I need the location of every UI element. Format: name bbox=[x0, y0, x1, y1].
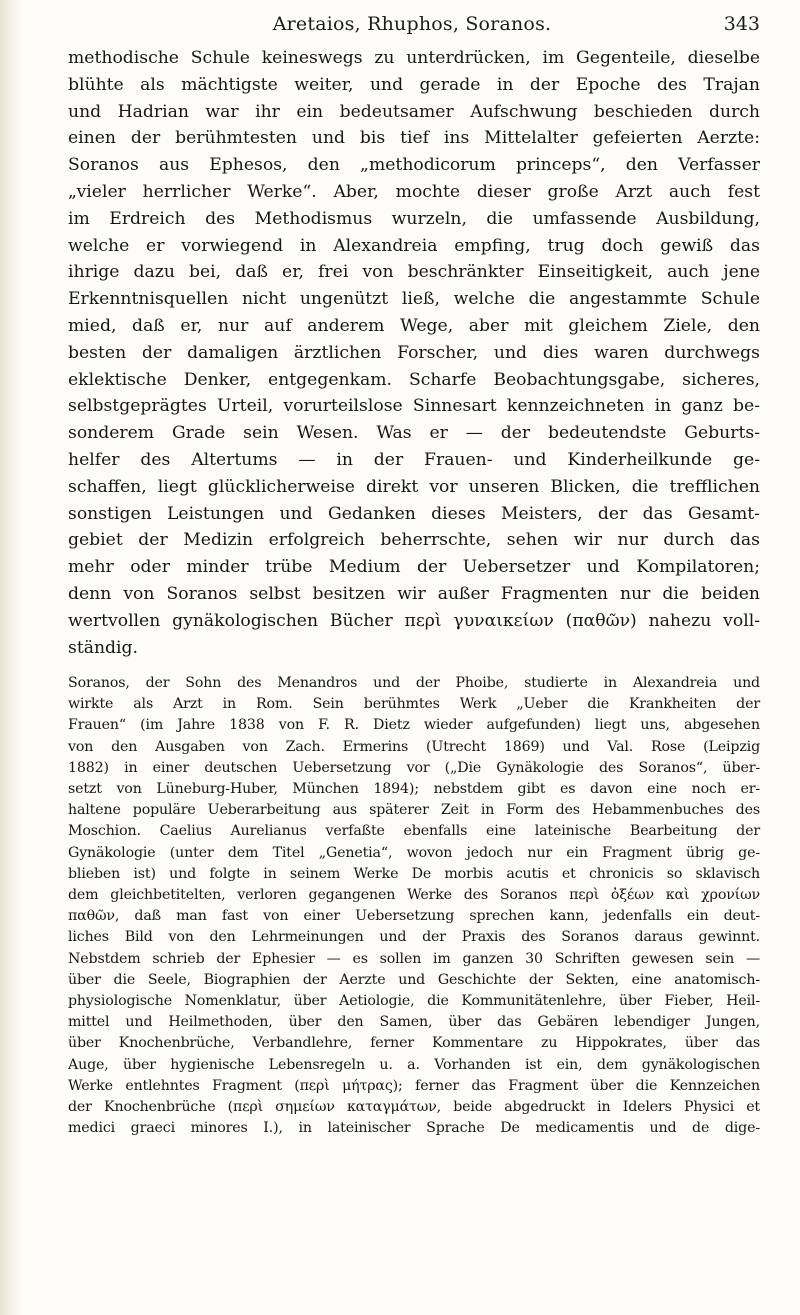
main-text-line: eklektische Denker, entgegenkam. Scharfe Beobachtungsgabe, sicheres, bbox=[68, 369, 760, 390]
main-text-line: schaffen, liegt glücklicherweise direkt vor unseren Blicken, die trefflichen bbox=[68, 476, 760, 497]
main-text-line: selbstgeprägtes Urteil, vorurteilslose Sinnesart kennzeichneten in ganz be- bbox=[68, 396, 760, 417]
main-text-line: im Erdreich des Methodismus wurzeln, die umfassende Ausbildung, bbox=[68, 208, 760, 229]
main-text-line: wertvollen gynäkologischen Bücher περὶ γυναικείων (παθῶν) nahezu voll- bbox=[68, 610, 760, 631]
main-text-line: Erkenntnisquellen nicht ungenützt ließ, welche die angestammte Schule bbox=[68, 289, 760, 310]
main-text-line: ständig. bbox=[68, 637, 139, 658]
main-text-line: sonderem Grade sein Wesen. Was er — der bedeutendste Geburts- bbox=[68, 423, 760, 444]
footnote-paragraph bbox=[68, 673, 760, 1139]
main-text-line: methodische Schule keineswegs zu unterdrücken, im Gegenteile, dieselbe bbox=[68, 48, 760, 68]
footnote-line: wirkte als Arzt in Rom. Sein berühmtes Werk „Ueber die Krankheiten der bbox=[68, 696, 760, 713]
footnote-line: medici graeci minores I.), in lateinischer Sprache De medicamentis und de dige- bbox=[68, 1120, 760, 1137]
footnote-line: über Knochenbrüche, Verbandlehre, ferner Kommentare zu Hippokrates, über das bbox=[68, 1035, 760, 1052]
main-text-line: ihrige dazu bei, daß er, frei von beschränkter Einseitigkeit, auch jene bbox=[68, 262, 760, 283]
main-text-line: mehr oder minder trübe Medium der Uebersetzer und Kompilatoren; bbox=[68, 557, 760, 578]
footnote-line: von den Ausgaben von Zach. Ermerins (Utrecht 1869) und Val. Rose (Leipzig bbox=[68, 738, 760, 755]
main-text-line: Soranos aus Ephesos, den „methodicorum princeps“, den Verfasser bbox=[68, 155, 760, 176]
footnote-line: blieben ist) und folgte in seinem Werke De morbis acutis et chronicis so sklavisch bbox=[68, 865, 760, 882]
footnote-line: mittel und Heilmethoden, über den Samen, über das Gebären lebendiger Jungen, bbox=[68, 1014, 760, 1031]
main-text-line: blühte als mächtigste weiter, und gerade in der Epoche des Trajan bbox=[68, 74, 760, 95]
footnote-line: haltene populäre Ueberarbeitung aus späterer Zeit in Form des Hebammenbuches des bbox=[68, 802, 760, 819]
footnote-line: physiologische Nomenklatur, über Aetiologie, die Kommunitätenlehre, über Fieber, Heil- bbox=[68, 993, 760, 1010]
running-head-title: Aretaios, Rhuphos, Soranos. bbox=[272, 13, 552, 35]
footnote-line: Frauen“ (im Jahre 1838 von F. R. Dietz wieder aufgefunden) liegt uns, abgesehen bbox=[68, 717, 760, 734]
footnote-line: παθῶν, daß man fast von einer Uebersetzung sprechen kann, jedenfalls ein deut- bbox=[68, 908, 760, 925]
footnote-line: Auge, über hygienische Lebensregeln u. a. Vorhanden ist ein, dem gynäkologischen bbox=[68, 1056, 760, 1073]
footnote-line: Moschion. Caelius Aurelianus verfaßte ebenfalls eine lateinische Bearbeitung der bbox=[68, 823, 760, 840]
footnote-line: über die Seele, Biographien der Aerzte und Geschichte der Sekten, eine anatomisch- bbox=[68, 971, 760, 988]
footnote-line: 1882) in einer deutschen Uebersetzung vor („Die Gynäkologie des Soranos“, über- bbox=[68, 759, 760, 776]
footnote-line: Soranos, der Sohn des Menandros und der Phoibe, studierte in Alexandreia und bbox=[68, 675, 760, 691]
main-text-line: besten der damaligen ärztlichen Forscher, und dies waren durchwegs bbox=[68, 342, 760, 363]
main-text-line: denn von Soranos selbst besitzen wir außer Fragmenten nur die beiden bbox=[68, 583, 760, 604]
main-text-line: „vieler herrlicher Werke“. Aber, mochte dieser große Arzt auch fest bbox=[68, 181, 760, 202]
footnote-line: liches Bild von den Lehrmeinungen und der Praxis des Soranos daraus gewinnt. bbox=[68, 929, 760, 946]
footnote-line: Gynäkologie (unter dem Titel „Genetia“, wovon jedoch nur ein Fragment übrig ge- bbox=[68, 844, 760, 861]
running-head bbox=[64, 8, 760, 40]
main-text-paragraph bbox=[68, 45, 760, 661]
main-text-line: welche er vorwiegend in Alexandreia empfing, trug doch gewiß das bbox=[68, 235, 760, 256]
main-text-line: helfer des Altertums — in der Frauen- und Kinderheilkunde ge- bbox=[68, 449, 760, 470]
main-text-line: gebiet der Medizin erfolgreich beherrschte, sehen wir nur durch das bbox=[68, 530, 760, 551]
main-text-line: einen der berühmtesten und bis tief ins Mittelalter gefeierten Aerzte: bbox=[68, 128, 760, 149]
main-text-line: mied, daß er, nur auf anderem Wege, aber mit gleichem Ziele, den bbox=[68, 315, 760, 336]
footnote-line: Nebstdem schrieb der Ephesier — es sollen im ganzen 30 Schriften gewesen sein — bbox=[68, 950, 760, 967]
footnote-line: der Knochenbrüche (περὶ σημείων καταγμάτων, beide abgedruckt in Idelers Physici et bbox=[68, 1099, 760, 1116]
main-text-line: sonstigen Leistungen und Gedanken dieses Meisters, der das Gesamt- bbox=[68, 503, 760, 524]
footnote-line: setzt von Lüneburg-Huber, München 1894); nebstdem gibt es davon eine noch er- bbox=[68, 781, 760, 798]
footnote-line: Werke entlehntes Fragment (περὶ μήτρας); ferner das Fragment über die Kennzeichen bbox=[68, 1077, 760, 1094]
main-text-line: und Hadrian war ihr ein bedeutsamer Aufschwung beschieden durch bbox=[68, 101, 760, 122]
page-number: 343 bbox=[723, 13, 760, 35]
binding-gutter-shadow bbox=[0, 0, 22, 1315]
footnote-line: dem gleichbetitelten, verloren gegangenen Werke des Soranos περὶ ὀξέων καὶ χρονίων bbox=[68, 887, 760, 904]
